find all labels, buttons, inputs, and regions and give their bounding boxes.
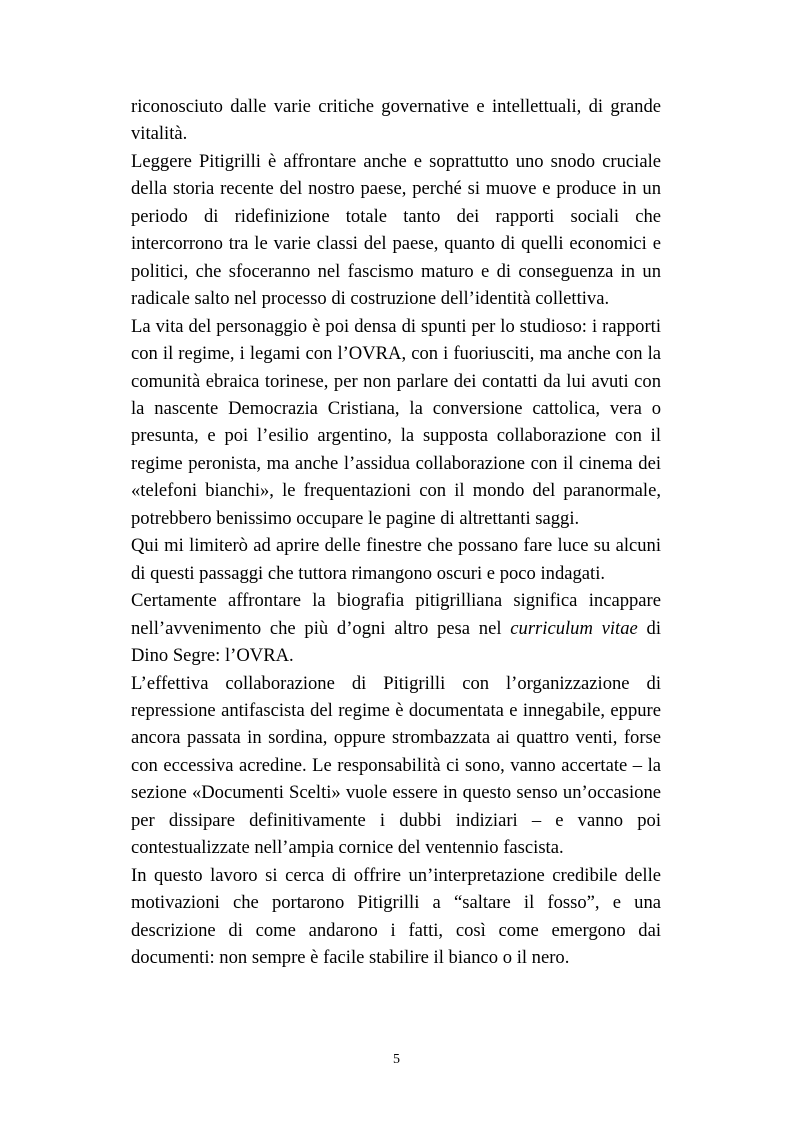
paragraph bbox=[131, 670, 661, 862]
paragraph bbox=[131, 587, 661, 669]
text-run: riconosciuto dalle varie critiche governative e intellettuali, di grande vitalità. bbox=[131, 96, 661, 145]
text-run: Qui mi limiterò ad aprire delle finestre che possano fare luce su alcuni di questi passaggi che tuttora rimangono oscuri e poco indagati. bbox=[131, 535, 661, 584]
paragraph bbox=[131, 313, 661, 533]
text-run: La vita del personaggio è poi densa di spunti per lo studioso: i rapporti con il regime, i legami con l’OVRA, con i fuoriusciti, ma anche con la comunità ebraica torinese, per non parlare dei contatti da lui avuti con la nascente Democrazia Cristiana, la conversione cattolica, vera o presunta, e poi l’esilio argentino, la supposta collaborazione con il regime peronista, ma anche l’assidua collaborazione con il cinema dei «telefoni bianchi», le frequentazioni con il mondo del paranormale, potrebbero benissimo occupare le pagine di altrettanti saggi. bbox=[131, 315, 661, 529]
paragraph bbox=[131, 93, 661, 148]
italic-text: curriculum vitae bbox=[510, 617, 638, 639]
paragraph bbox=[131, 862, 661, 972]
text-run: Leggere Pitigrilli è affrontare anche e soprattutto uno snodo cruciale della storia recente del nostro paese, perché si muove e produce in un periodo di ridefinizione totale tanto dei rapporti sociali che intercorrono tra le varie classi del paese, quanto di quelli economici e politici, che sfoceranno nel fascismo maturo e di conseguenza in un radicale salto nel processo di costruzione dell’identità collettiva. bbox=[131, 150, 661, 310]
page-number: 5 bbox=[393, 1052, 400, 1067]
paragraph bbox=[131, 148, 661, 313]
body-text bbox=[131, 93, 661, 972]
text-run: L’effettiva collaborazione di Pitigrilli con l’organizzazione di repressione antifascista del regime è documentata e innegabile, eppure ancora passata in sordina, oppure strombazzata ai quattro venti, forse con eccessiva acredine. Le responsabilità ci sono, vanno accertate – la sezione «Documenti Scelti» vuole essere in questo senso un’occasione per dissipare definitivamente i dubbi indiziari – e vanno poi contestualizzate nell’ampia cornice del ventennio fascista. bbox=[131, 672, 661, 859]
text-run: Certamente affrontare la biografia pitigrilliana significa incappare nell’avvenimento che più d’ogni altro pesa nel bbox=[131, 590, 661, 639]
text-run: di Dino Segre: l’OVRA. bbox=[131, 617, 661, 667]
paragraph bbox=[131, 532, 661, 587]
text-run: In questo lavoro si cerca di offrire un’interpretazione credibile delle motivazioni che portarono Pitigrilli a “saltare il fosso”, e una descrizione di come andarono i fatti, così come emergono dai documenti: non sempre è facile stabilire il bianco o il nero. bbox=[131, 864, 661, 969]
